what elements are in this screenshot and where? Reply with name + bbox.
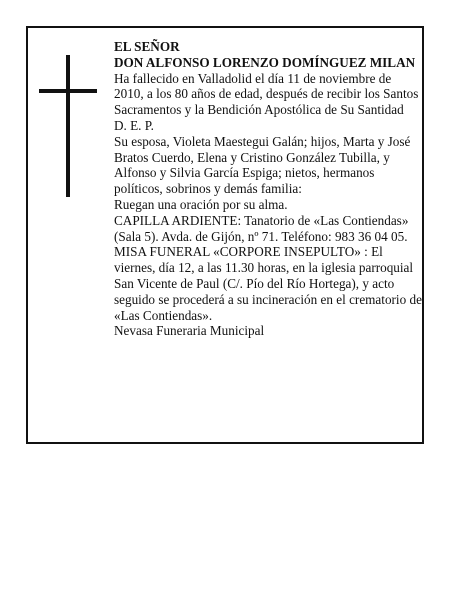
chapel-info: CAPILLA ARDIENTE: Tanatorio de «Las Contiendas» (Sala 5). Avda. de Gijón, nº 71. Teléfono: 983 36 04 05. [114, 212, 409, 244]
funeral-home: Nevasa Funeraria Municipal [114, 323, 265, 339]
cross-horizontal-bar [39, 89, 97, 93]
obituary-notice [26, 26, 424, 444]
rip-text: D. E. P. [114, 117, 154, 133]
cross-vertical-bar [66, 55, 70, 197]
death-announcement: Ha fallecido en Valladolid el día 11 de noviembre de 2010, a los 80 años de edad, después de recibir los Santos Sacramentos y la Bendición Apostólica de Su Santidad [114, 70, 419, 118]
heading-title: EL SEÑOR [114, 39, 180, 54]
funeral-mass-info: MISA FUNERAL «CORPORE INSEPULTO» : El viernes, día 12, a las 11.30 horas, en la iglesia parroquial San Vicente de Paul (C/. Pío del Río Hortega), y acto seguido se procederá a su incineración en el crematorio de «Las Contiendas». [114, 244, 422, 323]
obituary-text [114, 39, 424, 339]
deceased-name: DON ALFONSO LORENZO DOMÍNGUEZ MILAN [114, 54, 416, 70]
prayer-request: Ruegan una oración por su alma. [114, 196, 288, 212]
family-list: Su esposa, Violeta Maestegui Galán; hijos, Marta y José Bratos Cuerdo, Elena y Cristino González Tubilla, y Alfonso y Silvia García Espiga; nietos, hermanos políticos, sobrinos y demás familia: [114, 133, 411, 197]
